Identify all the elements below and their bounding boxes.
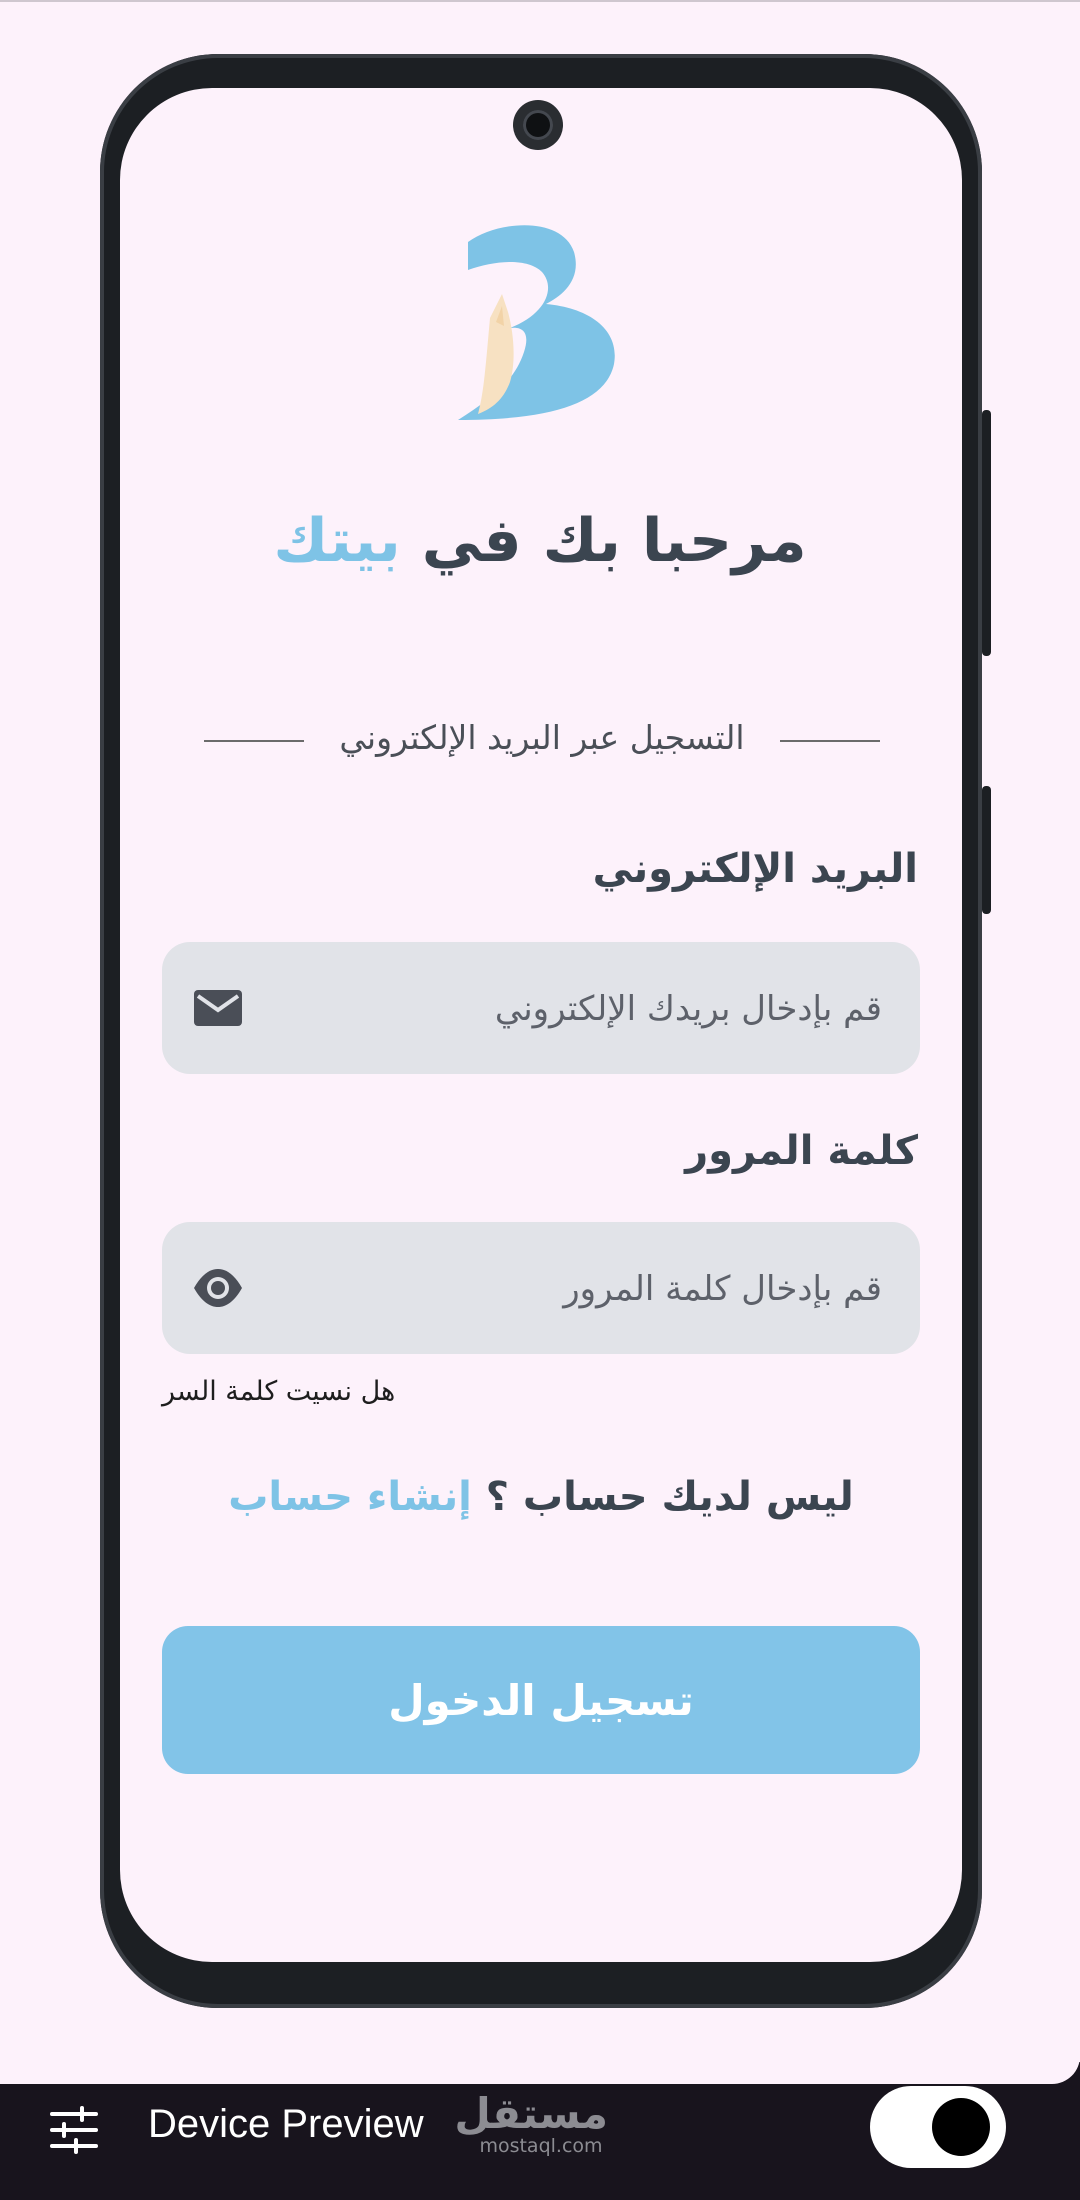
email-field[interactable] [162, 942, 920, 1074]
brand-url: mostaql.com [479, 2135, 603, 2157]
top-border [0, 0, 1080, 2]
device-preview-title: Device Preview [148, 2102, 424, 2146]
divider-line-left [204, 740, 304, 742]
welcome-app-name: بيتك [273, 506, 401, 576]
welcome-heading [170, 506, 910, 576]
app-logo [450, 222, 630, 426]
mail-icon [192, 982, 244, 1034]
volume-button [982, 410, 991, 656]
power-button [982, 786, 991, 914]
password-field[interactable] [162, 1222, 920, 1354]
password-input[interactable] [260, 1222, 884, 1356]
no-account-text: ليس لديك حساب ؟ [485, 1474, 854, 1520]
brand-arabic: مستقل [454, 2089, 608, 2138]
signup-row [162, 1474, 920, 1520]
divider-text: التسجيل عبر البريد الإلكتروني [339, 718, 745, 757]
email-input[interactable] [260, 942, 884, 1076]
email-label: البريد الإلكتروني [592, 846, 918, 892]
email-signin-divider [204, 718, 880, 768]
welcome-text: مرحبا بك في [421, 506, 807, 576]
password-label: كلمة المرور [685, 1128, 918, 1174]
front-camera [513, 100, 563, 150]
device-preview-toggle[interactable] [870, 2086, 1006, 2168]
forgot-password-link[interactable]: هل نسيت كلمة السر [162, 1376, 396, 1407]
create-account-link[interactable]: إنشاء حساب [228, 1474, 472, 1520]
toolbar-top-curve [0, 2040, 1080, 2084]
mostaql-watermark [454, 2089, 608, 2157]
toggle-knob [932, 2098, 990, 2156]
login-button[interactable]: تسجيل الدخول [162, 1626, 920, 1774]
settings-sliders-icon[interactable] [48, 2104, 100, 2156]
eye-icon[interactable] [192, 1262, 244, 1314]
